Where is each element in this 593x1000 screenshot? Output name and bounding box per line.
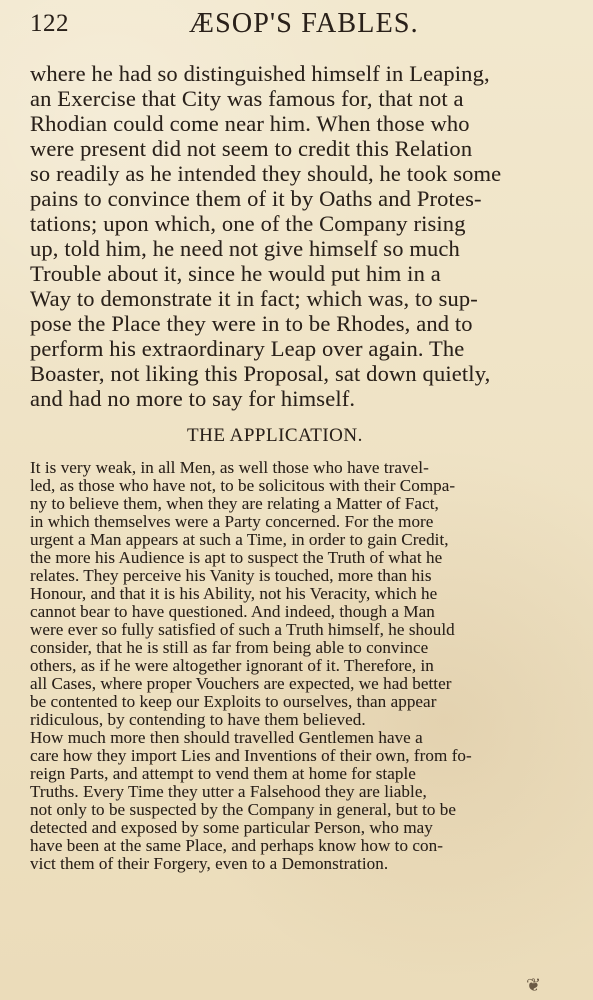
fable-text-line: Trouble about it, since he would put him in a [30,262,441,286]
fable-text-line: pains to convince them of it by Oaths and Protes- [30,187,482,211]
application-text-line: cannot bear to have questioned. And indeed, though a Man [30,603,435,621]
page-number: 122 [30,10,69,37]
fable-text-line: up, told him, he need not give himself so much [30,237,460,261]
application-text-line: were ever so fully satisfied of such a Truth himself, he should [30,621,455,639]
book-title: ÆSOP'S FABLES. [189,8,419,39]
fable-text-line: Boaster, not liking this Proposal, sat down quietly, [30,362,491,386]
application-text-line: detected and exposed by some particular Person, who may [30,819,433,837]
application-text-line: relates. They perceive his Vanity is touched, more than his [30,567,432,585]
fable-text-line: were present did not seem to credit this Relation [30,137,473,161]
application-text-line: others, as if he were altogether ignorant of it. Therefore, in [30,657,434,675]
application-text-line: in which themselves were a Party concerned. For the more [30,513,434,531]
fable-text-line: Way to demonstrate it in fact; which was, to sup- [30,287,478,311]
fable-text-line: an Exercise that City was famous for, that not a [30,87,464,111]
application-text-line: ny to believe them, when they are relating a Matter of Fact, [30,495,439,513]
fable-text-line: so readily as he intended they should, he took some [30,162,502,186]
fable-text-line: Rhodian could come near him. When those who [30,112,470,136]
application-text-line: reign Parts, and attempt to vend them at home for staple [30,765,416,783]
application-text-line: It is very weak, in all Men, as well those who have travel- [30,459,429,477]
application-text-line: not only to be suspected by the Company in general, but to be [30,801,457,819]
application-text-line: consider, that he is still as far from being able to convince [30,639,429,657]
application-text-line: Truths. Every Time they utter a Falsehood they are liable, [30,783,427,801]
fable-text-line: tations; upon which, one of the Company rising [30,212,466,236]
application-text-line: the more his Audience is apt to suspect the Truth of what he [30,549,443,567]
application-text-line: vict them of their Forgery, even to a Demonstration. [30,855,389,873]
running-head [30,8,560,40]
application-text-line: led, as those who have not, to be solicitous with their Compa- [30,477,456,495]
application-text-line: urgent a Man appears at such a Time, in order to gain Credit, [30,531,449,549]
application-text-line: all Cases, where proper Vouchers are expected, we had better [30,675,452,693]
application-text-line: care how they import Lies and Inventions of their own, from fo- [30,747,472,765]
application-text-line: have been at the same Place, and perhaps know how to con- [30,837,443,855]
application-text-line: Honour, and that it is his Ability, not his Veracity, which he [30,585,438,603]
application-text-line: be contented to keep our Exploits to ourselves, than appear [30,693,437,711]
printer-mark-icon: ❦ [526,975,542,996]
application-text-line: ridiculous, by contending to have them believed. [30,711,366,729]
fable-text-line: pose the Place they were in to be Rhodes, and to [30,312,473,336]
fable-text-line: perform his extraordinary Leap over again. The [30,337,465,361]
fable-text-line: where he had so distinguished himself in Leaping, [30,62,490,86]
application-text-line: How much more then should travelled Gentlemen have a [30,729,423,747]
fable-text-line: and had no more to say for himself. [30,387,356,411]
section-title: THE APPLICATION. [187,425,363,446]
